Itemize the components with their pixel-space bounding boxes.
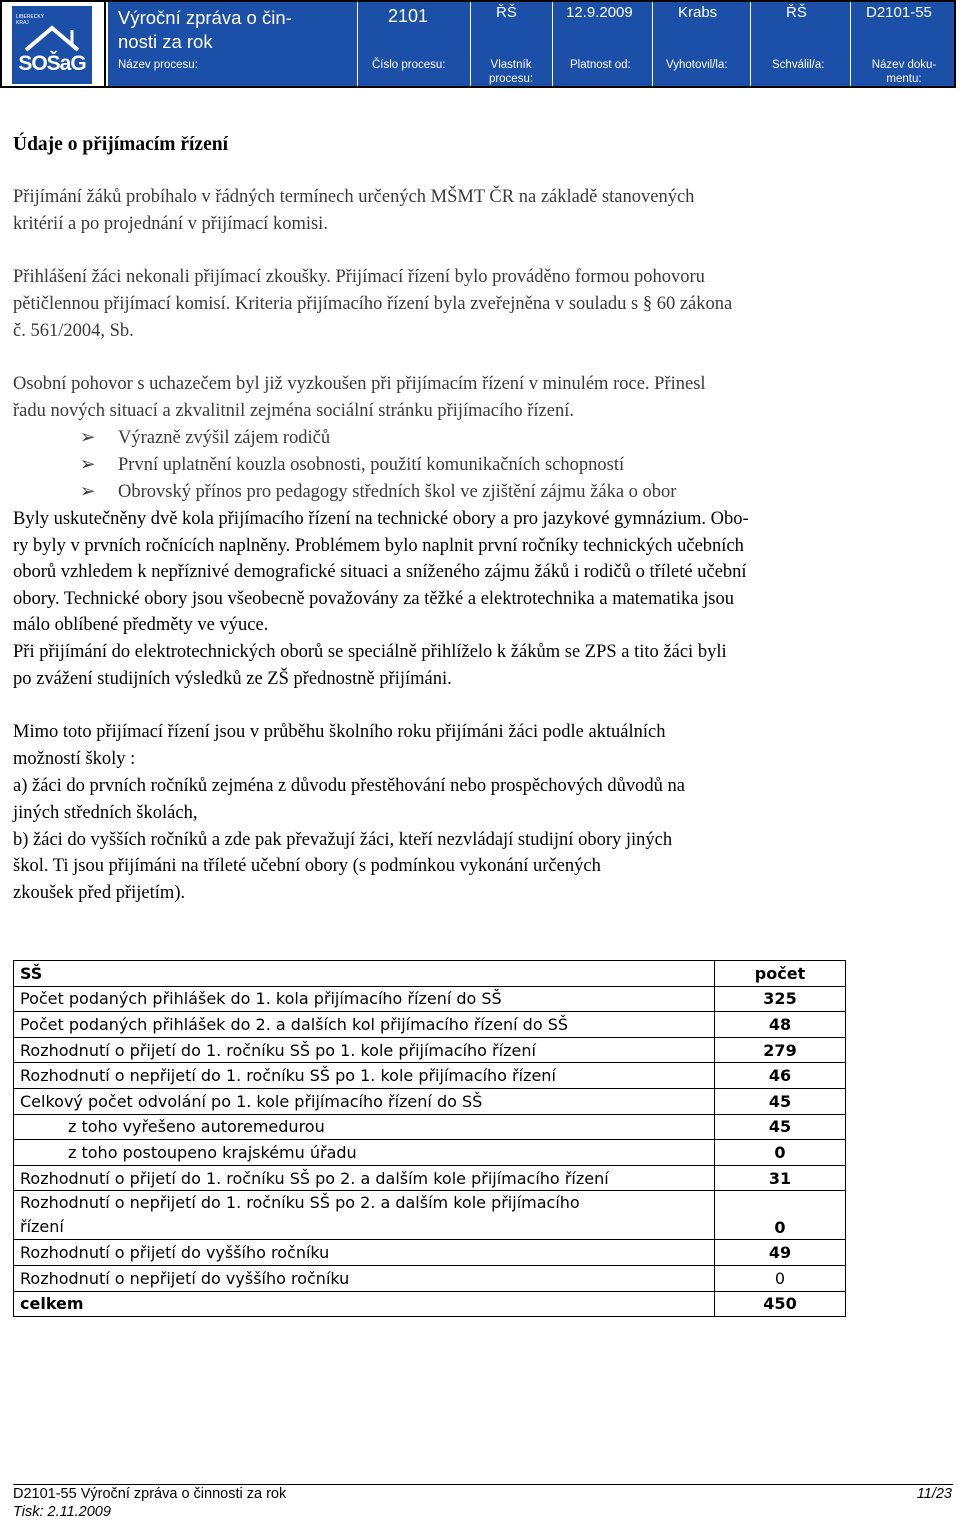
section-title: Údaje o přijímacím řízení <box>13 134 228 155</box>
table-row <box>14 1037 846 1063</box>
row-value: 46 <box>715 1063 846 1089</box>
table-row <box>14 1063 846 1089</box>
row-value: 31 <box>715 1165 846 1191</box>
table-row <box>14 1140 846 1166</box>
paragraph-line: Při přijímání do elektrotechnických oborů se speciálně přihlíželo k žákům se ZPS a tito žáci byli <box>13 642 727 662</box>
paragraph-line: jiných středních školách, <box>13 803 198 823</box>
bullet-item: ➢ Výrazně zvýšil zájem rodičů <box>82 425 330 452</box>
footer-print-date: Tisk: 2.11.2009 <box>13 1504 111 1520</box>
paragraph-line: Byly uskutečněny dvě kola přijímacího řízení na technické obory a pro jazykové gymnázium. Obo- <box>13 509 749 529</box>
paragraph-line: Přihlášení žáci nekonali přijímací zkoušky. Přijímací řízení bylo prováděno formou pohovoru <box>13 267 705 287</box>
row-value: 0 <box>715 1140 846 1166</box>
row-label: Počet podaných přihlášek do 2. a dalších kol přijímacího řízení do SŠ <box>14 1012 715 1038</box>
row-label <box>14 1191 715 1240</box>
admission-table <box>13 960 846 1317</box>
row-label: Počet podaných přihlášek do 1. kola přijímacího řízení do SŠ <box>14 986 715 1012</box>
header-created-by: Krabs <box>678 4 718 21</box>
header-title-line1: Výroční zpráva o čin- <box>118 7 292 28</box>
paragraph-line: a) žáci do prvních ročníků zejména z důvodu přestěhování nebo prospěchových důvodů na <box>13 776 685 796</box>
footer-rule <box>13 1484 953 1485</box>
row-value: 450 <box>715 1291 846 1317</box>
row-value: 279 <box>715 1037 846 1063</box>
table-row <box>14 986 846 1012</box>
table-header-row <box>14 961 846 987</box>
row-label: Rozhodnutí o přijetí do 1. ročníku SŠ po 1. kole přijímacího řízení <box>14 1037 715 1063</box>
label-approved-by: Schválil/a: <box>772 59 825 71</box>
bullet-arrow-icon: ➢ <box>80 428 96 448</box>
paragraph-line: Mimo toto přijímací řízení jsou v průběhu školního roku přijímáni žáci podle aktuálních <box>13 722 666 742</box>
row-value: 0 <box>715 1191 846 1240</box>
bullet-item: ➢ První uplatnění kouzla osobnosti, použití komunikačních schopností <box>82 452 624 479</box>
table-header-label: SŠ <box>14 961 715 987</box>
row-value: 45 <box>715 1114 846 1140</box>
bullet-item: ➢ Obrovský přínos pro pedagogy středních škol ve zjištění zájmu žáka o obor <box>82 479 676 506</box>
header-approved-by: ŘŠ <box>786 4 807 21</box>
label-process-name: Název procesu: <box>118 59 198 71</box>
paragraph-line: možností školy : <box>13 749 136 769</box>
row-value: 325 <box>715 986 846 1012</box>
header-process-number: 2101 <box>388 6 429 26</box>
label-created-by: Vyhotovil/la: <box>666 59 728 71</box>
row-label: z toho postoupeno krajskému úřadu <box>14 1140 715 1166</box>
header-doc-name: D2101-55 <box>866 4 932 21</box>
table-row <box>14 1240 846 1266</box>
paragraph-line: škol. Ti jsou přijímáni na tříleté učební obory (s podmínkou vykonání určených <box>13 856 601 876</box>
row-label-line: řízení <box>20 1217 64 1237</box>
table-row <box>14 1012 846 1038</box>
table-total-row <box>14 1291 846 1317</box>
table-row <box>14 1114 846 1140</box>
header-title <box>118 6 358 54</box>
row-label: celkem <box>14 1291 715 1317</box>
row-value: 45 <box>715 1088 846 1114</box>
paragraph-line: obory. Technické obory jsou všeobecně považovány za těžké a elektrotechnika a matematika jsou <box>13 589 734 609</box>
row-label: Celkový počet odvolání po 1. kole přijímacího řízení do SŠ <box>14 1088 715 1114</box>
paragraph-line: b) žáci do vyšších ročníků a zde pak převažují žáci, kteří nezvládají studijní obory jiných <box>13 830 673 850</box>
row-label: Rozhodnutí o přijetí do vyššího ročníku <box>14 1240 715 1266</box>
logo-cell <box>2 2 106 86</box>
label-valid-from: Platnost od: <box>570 59 631 71</box>
row-value: 48 <box>715 1012 846 1038</box>
table-row <box>14 1191 846 1240</box>
footer-doc-title: D2101-55 Výroční zpráva o činnosti za rok <box>13 1486 287 1502</box>
logo-text: SOŠaG <box>18 52 86 75</box>
row-label: Rozhodnutí o přijetí do 1. ročníku SŠ po 2. a dalším kole přijímacího řízení <box>14 1165 715 1191</box>
label-owner: Vlastník procesu: <box>488 59 534 85</box>
paragraph-line: po zvážení studijních výsledků ze ZŠ přednostně přijímáni. <box>13 669 452 689</box>
table-header-value: počet <box>715 961 846 987</box>
bullet-arrow-icon: ➢ <box>80 482 96 502</box>
table-row <box>14 1165 846 1191</box>
row-value: 0 <box>715 1265 846 1291</box>
paragraph-line: oborů vzhledem k nepříznivé demografické situaci a sníženého zájmu žáků i rodičů o tříleté učební <box>13 562 747 582</box>
paragraph-line: pětičlennou přijímací komisí. Kriteria přijímacího řízení byla zveřejněna v souladu s § 60 zákona <box>13 294 733 314</box>
row-label-line: Rozhodnutí o nepřijetí do 1. ročníku SŠ po 2. a dalším kole přijímacího <box>20 1193 580 1213</box>
paragraph-line: ry byly v prvních ročnících naplněny. Problémem bylo naplnit první ročníky technických učebních <box>13 536 744 556</box>
paragraph-line: zkoušek před přijetím). <box>13 883 186 903</box>
row-label: z toho vyřešeno autoremedurou <box>14 1114 715 1140</box>
header-title-line2: nosti za rok <box>118 31 213 52</box>
paragraph-line: málo oblíbené předměty ve výuce. <box>13 615 269 635</box>
header-owner: ŘŠ <box>496 4 517 21</box>
paragraph-line: Přijímání žáků probíhalo v řádných termínech určených MŠMT ČR na základě stanovených <box>13 187 695 207</box>
paragraph-line: č. 561/2004, Sb. <box>13 321 134 341</box>
table-row <box>14 1265 846 1291</box>
paragraph-line: řadu nových situací a zkvalitnil zejména sociální stránku přijímacího řízení. <box>13 401 574 421</box>
bullet-arrow-icon: ➢ <box>80 455 96 475</box>
logo-region-text: LIBERECKÝ KRAJ <box>16 14 45 26</box>
paragraph-line: kritérií a po projednání v přijímací komisi. <box>13 214 328 234</box>
paragraph-line: Osobní pohovor s uchazečem byl již vyzkoušen při přijímacím řízení v minulém roce. Přinesl <box>13 374 706 394</box>
school-logo <box>12 6 92 84</box>
row-label: Rozhodnutí o nepřijetí do 1. ročníku SŠ po 1. kole přijímacího řízení <box>14 1063 715 1089</box>
label-doc-name: Název doku-mentu: <box>871 59 937 85</box>
table-row <box>14 1088 846 1114</box>
row-value: 49 <box>715 1240 846 1266</box>
footer-page-number: 11/23 <box>916 1486 952 1502</box>
label-process-number: Číslo procesu: <box>372 59 446 71</box>
header-valid-from: 12.9.2009 <box>566 4 633 21</box>
row-label: Rozhodnutí o nepřijetí do vyššího ročníku <box>14 1265 715 1291</box>
